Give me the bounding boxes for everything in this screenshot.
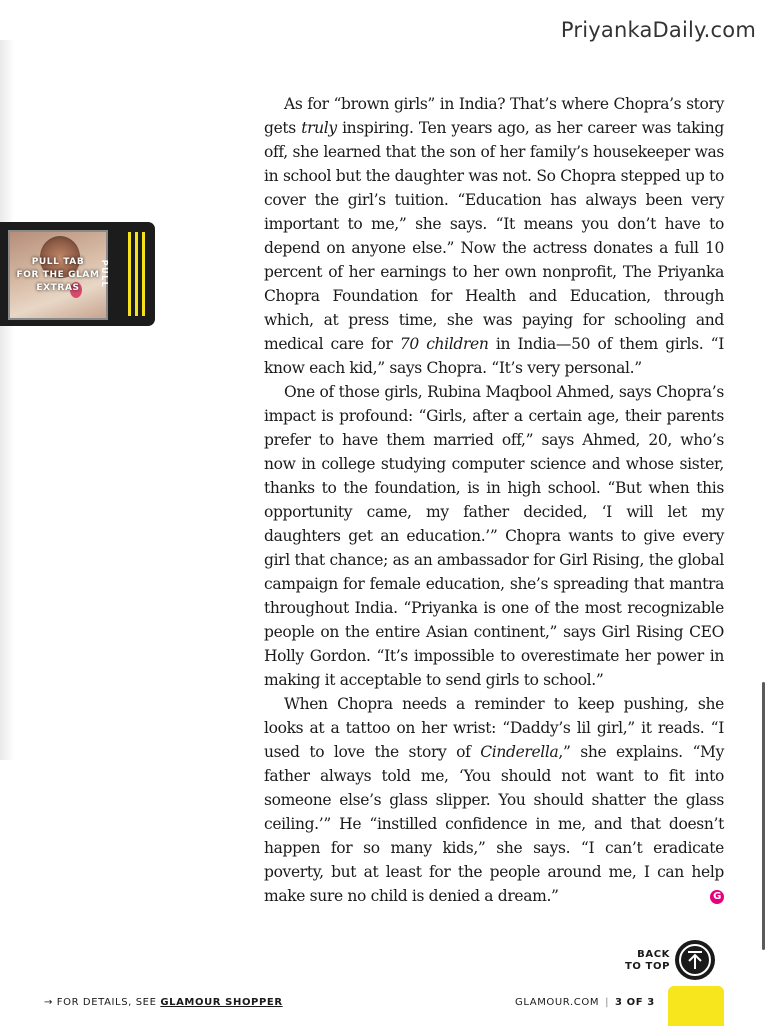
page-indicator: 3 OF 3	[615, 997, 655, 1008]
footer-separator: |	[605, 997, 610, 1008]
paragraph-1	[264, 92, 724, 380]
paragraph-1-text-a: As for “brown girls” in India? That’s where Chopra’s story gets	[264, 95, 724, 137]
arrow-right-icon: →	[44, 997, 53, 1008]
stripe	[135, 232, 138, 316]
pull-tab-caption	[10, 256, 106, 295]
footer-pagination	[515, 997, 655, 1008]
emphasis-70-children: 70 children	[399, 335, 489, 353]
pull-label: PULL	[100, 259, 109, 289]
footer-details-prefix: FOR DETAILS, SEE	[56, 997, 157, 1008]
arrow-up-icon	[675, 940, 715, 980]
site-watermark: PriyankaDaily.com	[560, 18, 756, 42]
article-body	[264, 92, 724, 908]
back-to-top-label-line2: TO TOP	[624, 961, 670, 972]
pull-tab-caption-line1: PULL TAB	[31, 257, 85, 267]
pull-tab-thumbnail[interactable]	[8, 230, 108, 320]
pull-handle-stripes[interactable]	[128, 232, 148, 316]
emphasis-cinderella: Cinderella	[480, 743, 559, 761]
scrollbar[interactable]	[762, 682, 765, 950]
paragraph-1-text-b: inspiring. Ten years ago, as her career was taking off, she learned that the son of her family’s housekeeper was in school but the daughter was not. So Chopra stepped up to cover the girl’s tuition. “Education has always been very important to me,” she says. “It means you don’t have to depend on anyone else.” Now the actress donates a full 10 percent of her earnings to her own nonprofit, The Priyanka Chopra Foundation for Health and Education, through which, at press time, she was paying for schooling and medical care for	[264, 119, 724, 353]
paragraph-1-text-c: in India—50 of them girls. “I know each kid,” says Chopra. “It’s very personal.”	[264, 335, 724, 377]
back-to-top-button[interactable]	[675, 940, 715, 980]
paragraph-2: One of those girls, Rubina Maqbool Ahmed, says Chopra’s impact is profound: “Girls, after a certain age, their parents prefer to have them married off,” says Ahmed, 20, who’s now in college studying computer science and whose sister, thanks to the foundation, is in high school. “But when this opportunity came, my father decided, ‘I will let my daughters get an education.’” Chopra wants to give every girl that chance; as an ambassador for Girl Rising, the global campaign for female education, she’s spreading that mantra throughout India. “Priyanka is one of the most recognizable people on the entire Asian continent,” says Girl Rising CEO Holly Gordon. “It’s impossible to overestimate her power in making it acceptable to send girls to school.”	[264, 383, 724, 689]
glamour-shopper-link[interactable]: GLAMOUR SHOPPER	[160, 997, 283, 1008]
emphasis-truly: truly	[301, 119, 337, 137]
back-to-top-label-line1: BACK	[637, 949, 670, 960]
back-to-top-label[interactable]	[610, 949, 670, 973]
left-edge-shadow	[0, 40, 14, 760]
stripe	[142, 232, 145, 316]
paragraph-3-text-a: When Chopra needs a reminder to keep pushing, she looks at a tattoo on her wrist: “Daddy’s lil girl,” it reads. “I used to love the story of	[264, 695, 724, 761]
stripe	[128, 232, 131, 316]
paragraph-3-text-b: ,” she explains. “My father always told me, ‘You should not want to fit into someone else’s glass slipper. You should shatter the glass ceiling.’” He “instilled confidence in me, and that doesn’t happen for so many kids,” she says. “I can’t eradicate poverty, but at least for the people around me, I can help make sure no child is denied a dream.”	[264, 743, 724, 905]
footer-details	[44, 997, 283, 1008]
pull-tab[interactable]	[0, 222, 155, 326]
pull-tab-caption-line3: EXTRAS	[36, 283, 80, 293]
footer-site[interactable]: GLAMOUR.COM	[515, 997, 600, 1008]
glamour-end-mark-icon: G	[710, 890, 724, 904]
yellow-page-tab[interactable]	[668, 986, 724, 1026]
paragraph-3	[264, 692, 724, 908]
pull-tab-caption-line2: FOR THE GLAM	[16, 270, 100, 280]
